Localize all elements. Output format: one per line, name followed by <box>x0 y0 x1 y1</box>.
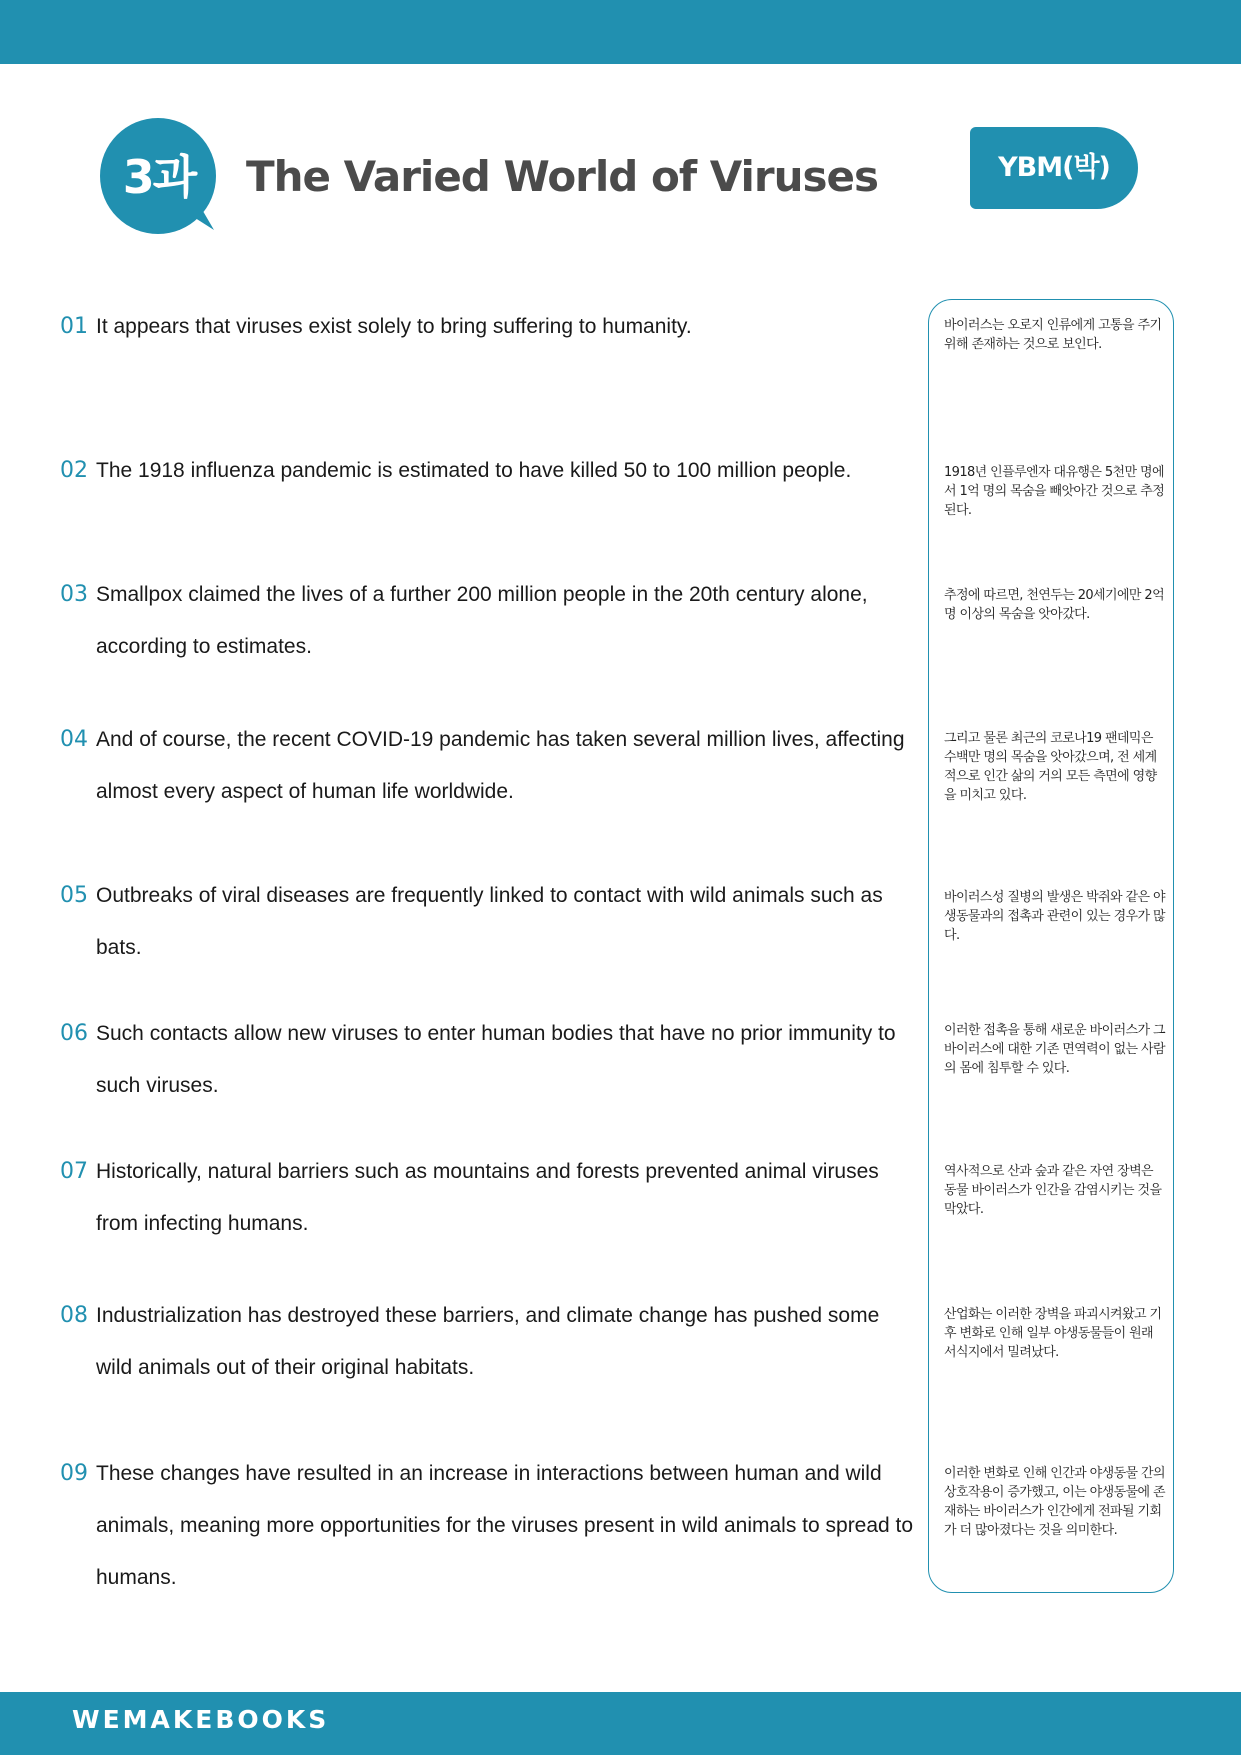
sentence-translation: 산업화는 이러한 장벽을 파괴시켜왔고 기후 변화로 인해 일부 야생동물들이 원래 서식지에서 밀려났다. <box>944 1307 1162 1360</box>
sentence-translation: 이러한 접촉을 통해 새로운 바이러스가 그 바이러스에 대한 기존 면역력이 없는 사람의 몸에 침투할 수 있다. <box>944 1023 1165 1076</box>
sentence-text: Historically, natural barriers such as mountains and forests prevented animal viruses from infecting humans. <box>96 1160 879 1235</box>
sentence-item <box>60 445 920 497</box>
sentence-text: The 1918 influenza pandemic is estimated to have killed 50 to 100 million people. <box>96 459 852 482</box>
sentence-item <box>60 569 920 673</box>
sentence-translation: 바이러스성 질병의 발생은 박쥐와 같은 야생동물과의 접촉과 관련이 있는 경우가 많다. <box>944 890 1165 943</box>
sentence-number: 06 <box>60 1021 88 1046</box>
sentence-number: 08 <box>60 1303 88 1328</box>
sentence-number: 03 <box>60 582 88 607</box>
sentence-number: 01 <box>60 314 88 339</box>
sentence-translation: 역사적으로 산과 숲과 같은 자연 장벽은 동물 바이러스가 인간을 감염시키는 것을 막았다. <box>944 1164 1162 1217</box>
sentence-text: These changes have resulted in an increase in interactions between human and wild animals, meaning more opportunities for the viruses present in wild animals to spread to humans. <box>96 1462 914 1589</box>
sentence-text: Smallpox claimed the lives of a further 200 million people in the 20th century alone, according to estimates. <box>96 583 868 658</box>
sentence-number: 09 <box>60 1461 88 1486</box>
lesson-number: 3과 <box>122 150 196 204</box>
sentence-number: 05 <box>60 883 88 908</box>
brand-logo: WEMAKEBOOKS <box>72 1705 330 1734</box>
publisher-badge: YBM(박) <box>970 127 1138 209</box>
sentence-item <box>60 714 920 818</box>
sentence-item <box>60 1008 920 1112</box>
sentence-text: Such contacts allow new viruses to enter human bodies that have no prior immunity to such viruses. <box>96 1022 896 1097</box>
sentence-translation: 그리고 물론 최근의 코로나19 팬데믹은 수백만 명의 목숨을 앗아갔으며, 전 세계적으로 인간 삶의 거의 모든 측면에 영향을 미치고 있다. <box>944 731 1157 803</box>
sentence-item <box>60 1290 920 1394</box>
sentence-item <box>60 1448 920 1604</box>
sentence-translation: 바이러스는 오로지 인류에게 고통을 주기 위해 존재하는 것으로 보인다. <box>944 318 1162 352</box>
sentence-translation: 이러한 변화로 인해 인간과 야생동물 간의 상호작용이 증가했고, 이는 야생동물에 존재하는 바이러스가 인간에게 전파될 기회가 더 많아졌다는 것을 의미한다. <box>944 1466 1165 1538</box>
sentence-text: Industrialization has destroyed these barriers, and climate change has pushed some wild animals out of their original habitats. <box>96 1304 880 1379</box>
sentence-translation: 1918년 인플루엔자 대유행은 5천만 명에서 1억 명의 목숨을 빼앗아간 것으로 추정된다. <box>944 465 1165 518</box>
sentence-item <box>60 1146 920 1250</box>
sentence-item <box>60 301 920 353</box>
sentence-number: 02 <box>60 458 88 483</box>
page-title: The Varied World of Viruses <box>246 152 878 201</box>
sentence-item <box>60 870 920 974</box>
sentence-text: And of course, the recent COVID-19 pandemic has taken several million lives, affecting almost every aspect of human life worldwide. <box>96 728 905 803</box>
sentence-translation: 추정에 따르면, 천연두는 20세기에만 2억 명 이상의 목숨을 앗아갔다. <box>944 588 1165 622</box>
top-banner <box>0 0 1241 64</box>
sentence-text: It appears that viruses exist solely to bring suffering to humanity. <box>96 315 692 338</box>
sentence-number: 07 <box>60 1159 88 1184</box>
sentence-number: 04 <box>60 727 88 752</box>
sentence-text: Outbreaks of viral diseases are frequently linked to contact with wild animals such as bats. <box>96 884 883 959</box>
